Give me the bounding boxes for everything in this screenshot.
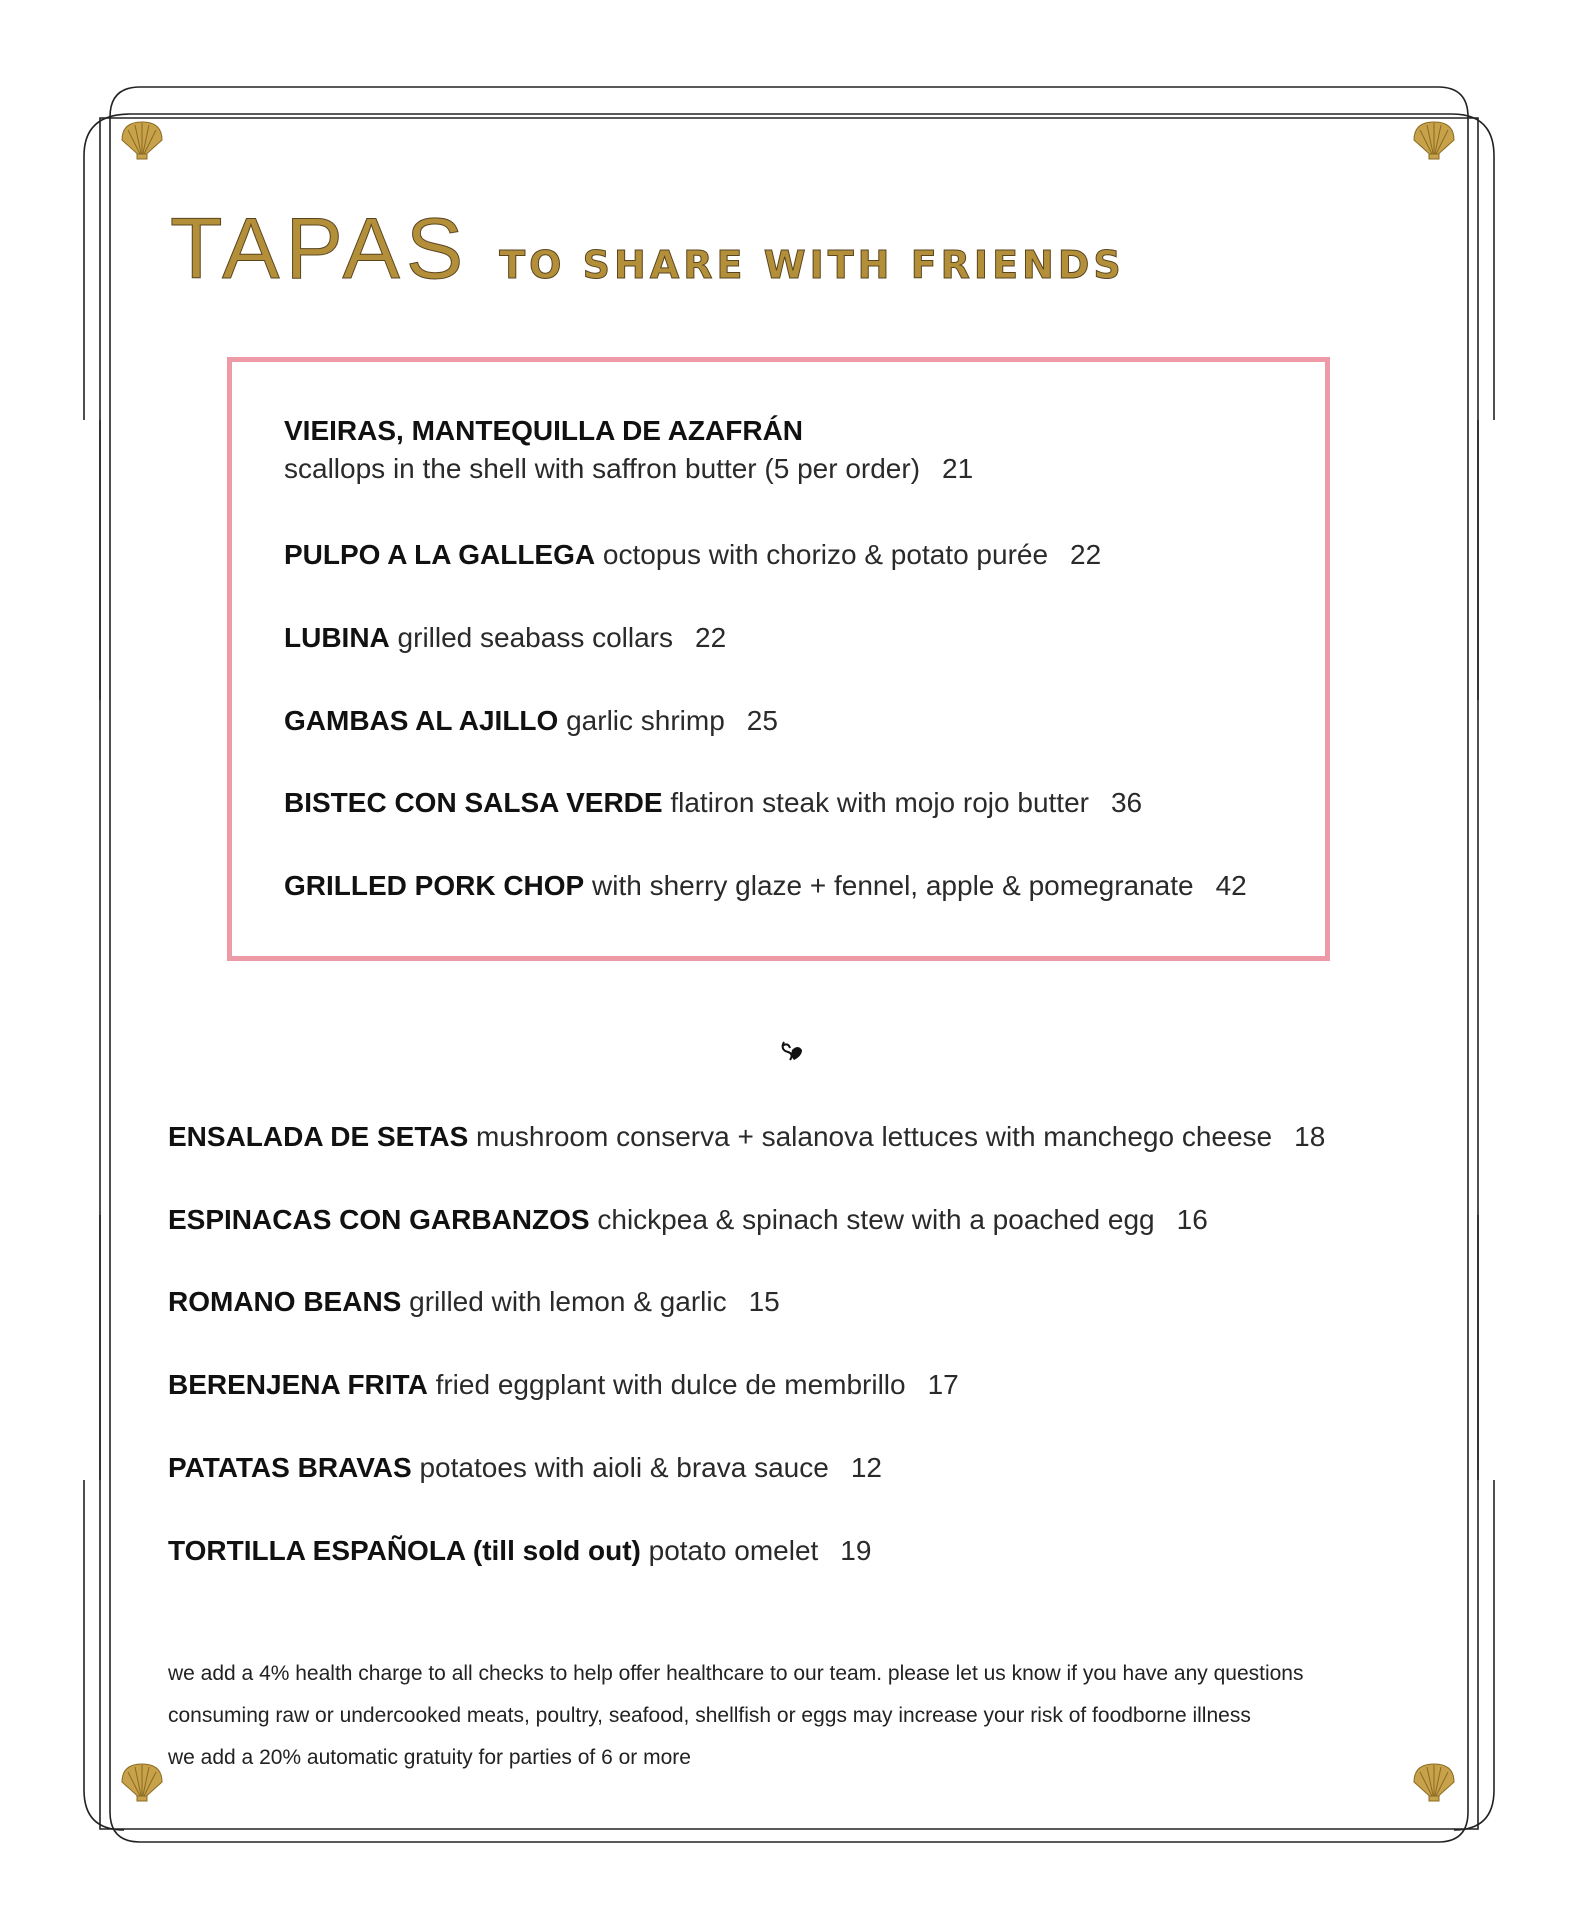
item-name: BISTEC CON SALSA VERDE <box>284 787 663 818</box>
menu-item <box>168 1120 1325 1154</box>
item-price: 15 <box>748 1286 780 1317</box>
item-price: 36 <box>1110 787 1143 818</box>
item-desc: garlic shrimp <box>566 705 725 736</box>
featured-item <box>284 869 1247 903</box>
item-name: PULPO A LA GALLEGA <box>284 539 596 570</box>
item-name: ENSALADA DE SETAS <box>168 1121 469 1152</box>
menu-item <box>168 1368 959 1402</box>
item-desc: potato omelet <box>648 1535 819 1566</box>
menu-item <box>168 1203 1208 1237</box>
item-price: 42 <box>1215 870 1247 901</box>
title-subtitle: TO SHARE WITH FRIENDS <box>499 243 1125 287</box>
item-name: VIEIRAS, MANTEQUILLA DE AZAFRÁN <box>284 415 804 446</box>
item-price: 12 <box>850 1452 882 1483</box>
item-desc: mushroom conserva + salanova lettuces with manchego cheese <box>476 1121 1273 1152</box>
item-desc: fried eggplant with dulce de membrillo <box>435 1369 906 1400</box>
page-title <box>170 200 1125 297</box>
item-desc: octopus with chorizo & potato purée <box>602 539 1049 570</box>
featured-item <box>284 621 726 655</box>
item-desc: scallops in the shell with saffron butter (5 per order) <box>284 452 921 484</box>
item-price: 25 <box>746 705 778 736</box>
item-desc: potatoes with aioli & brava sauce <box>419 1452 829 1483</box>
item-name: PATATAS BRAVAS <box>168 1452 412 1483</box>
item-price: 18 <box>1294 1121 1326 1152</box>
item-price: 22 <box>695 622 727 653</box>
item-price: 17 <box>927 1369 959 1400</box>
item-name: BERENJENA FRITA <box>168 1369 428 1400</box>
menu-item <box>168 1285 780 1319</box>
item-desc: grilled seabass collars <box>397 622 674 653</box>
scallop-shell-icon <box>118 1760 166 1802</box>
footer-note-raw-warning: consuming raw or undercooked meats, poultry, seafood, shellfish or eggs may increase your risk of foodborne illness <box>168 1704 1251 1727</box>
item-desc: chickpea & spinach stew with a poached egg <box>597 1204 1155 1235</box>
item-price: 21 <box>942 452 974 484</box>
item-price: 16 <box>1176 1204 1208 1235</box>
item-name: TORTILLA ESPAÑOLA (till sold out) <box>168 1535 641 1566</box>
menu-item <box>168 1451 882 1485</box>
item-name: ROMANO BEANS <box>168 1286 402 1317</box>
item-name: GAMBAS AL AJILLO <box>284 705 559 736</box>
item-price: 19 <box>840 1535 872 1566</box>
menu-item <box>168 1534 871 1568</box>
scallop-shell-icon <box>118 118 166 160</box>
featured-item <box>284 704 778 738</box>
item-price: 22 <box>1070 539 1102 570</box>
scallop-shell-icon <box>1410 118 1458 160</box>
item-name: GRILLED PORK CHOP <box>284 870 585 901</box>
title-tapas: TAPAS <box>170 201 470 297</box>
item-desc: with sherry glaze + fennel, apple & pomegranate <box>592 870 1194 901</box>
item-name: ESPINACAS CON GARBANZOS <box>168 1204 590 1235</box>
featured-item <box>284 538 1101 572</box>
item-desc: flatiron steak with mojo rojo butter <box>670 787 1089 818</box>
item-desc: grilled with lemon & garlic <box>409 1286 727 1317</box>
featured-item <box>284 786 1142 820</box>
fleuron-ornament-icon <box>778 1036 806 1064</box>
footer-note-health-charge: we add a 4% health charge to all checks to help offer healthcare to our team. please let us know if you have any questions <box>168 1662 1304 1685</box>
footer-note-gratuity: we add a 20% automatic gratuity for parties of 6 or more <box>168 1746 691 1769</box>
scallop-shell-icon <box>1410 1760 1458 1802</box>
featured-item <box>284 414 973 485</box>
item-name: LUBINA <box>284 622 390 653</box>
